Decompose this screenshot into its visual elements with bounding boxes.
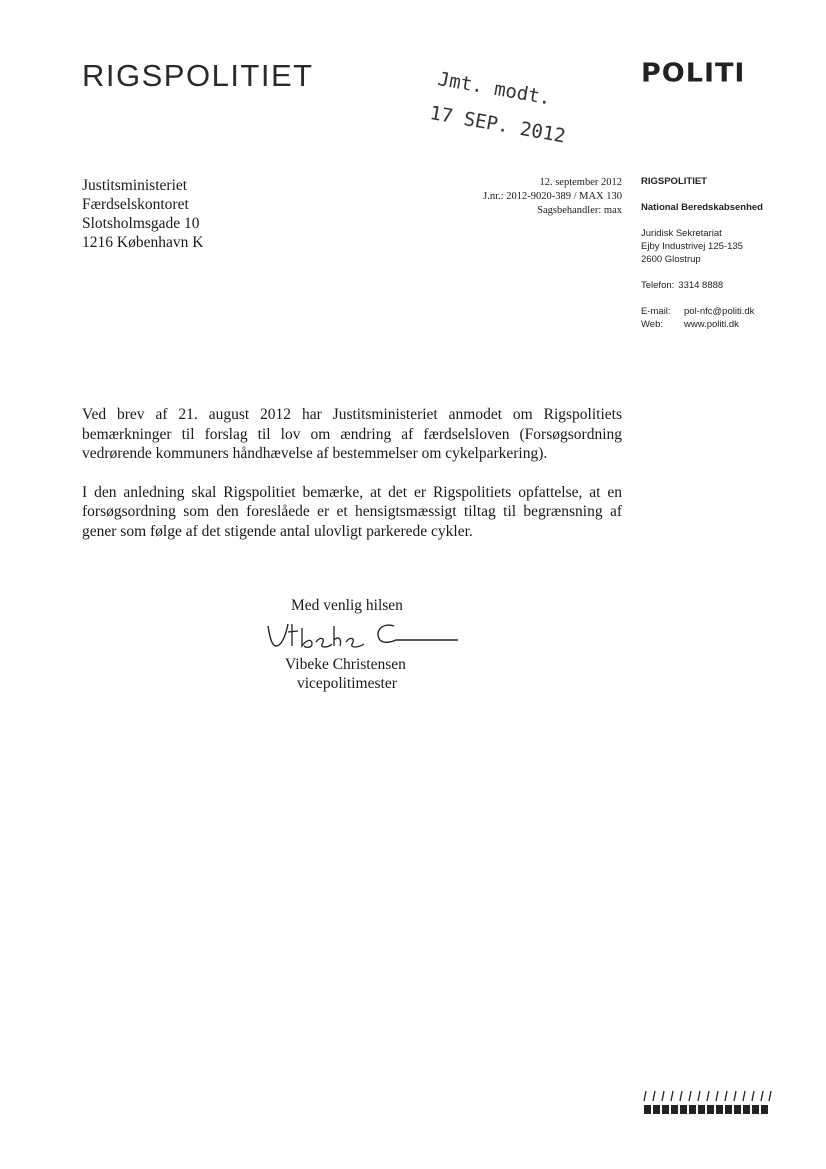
sender-address-line: 2600 Glostrup xyxy=(641,254,701,265)
letter-body xyxy=(82,405,622,560)
letter-date: 12. september 2012 xyxy=(539,177,622,188)
phone-row xyxy=(641,279,811,292)
case-handler: Sagsbehandler: max xyxy=(537,205,622,216)
sender-unit: National Beredskabsenhed xyxy=(641,202,763,213)
web-label: Web: xyxy=(641,319,664,330)
body-paragraph: I den anledning skal Rigspolitiet bemærke, at det er Rigspolitiets opfattelse, at en forsøgsordning som den foreslåede er et hensigtsmæssigt tiltag til begrænsning af gener som følge af det stigende antal ulovligt parkerede cykler. xyxy=(82,483,622,540)
organization-title: RIGSPOLITIET xyxy=(82,58,314,93)
recipient-line: 1216 København K xyxy=(82,234,204,251)
closing-greeting: Med venlig hilsen xyxy=(291,597,403,614)
signer-name: Vibeke Christensen xyxy=(285,656,406,673)
journal-number: J.nr.: 2012-9020-389 / MAX 130 xyxy=(483,191,622,202)
received-stamp xyxy=(428,68,568,148)
recipient-address xyxy=(82,176,203,252)
sender-info xyxy=(641,175,811,331)
email-row xyxy=(641,305,811,318)
web-row xyxy=(641,318,811,331)
email-value[interactable]: pol-nfc@politi.dk xyxy=(684,306,755,317)
phone-label: Telefon: xyxy=(641,280,675,291)
sender-name: RIGSPOLITIET xyxy=(641,176,707,187)
email-label: E-mail: xyxy=(641,306,671,317)
barcode xyxy=(643,1090,773,1116)
stamp-line-1: Jmt. modt. xyxy=(436,68,553,110)
recipient-line: Færdselskontoret xyxy=(82,196,189,213)
politi-logo: POLITI xyxy=(641,58,746,89)
web-value[interactable]: www.politi.dk xyxy=(684,319,739,330)
recipient-line: Slotsholmsgade 10 xyxy=(82,215,200,232)
handwritten-signature xyxy=(262,616,462,656)
body-paragraph: Ved brev af 21. august 2012 har Justitsministeriet anmodet om Rigspolitiets bemærkninger til forslag til lov om ændring af færdselsloven (Forsøgsordning vedrørende kommuners håndhævelse af bestemmelser om cykelparkering). xyxy=(82,406,622,462)
recipient-line: Justitsministeriet xyxy=(82,177,188,194)
sender-address-line: Juridisk Sekretariat xyxy=(641,228,722,239)
sender-address-line: Ejby Industrivej 125-135 xyxy=(641,241,743,252)
signer-title: vicepolitimester xyxy=(297,675,397,692)
phone-value: 3314 8888 xyxy=(678,280,724,291)
stamp-line-2: 17 SEP. 2012 xyxy=(428,102,568,148)
letter-meta xyxy=(440,176,622,218)
